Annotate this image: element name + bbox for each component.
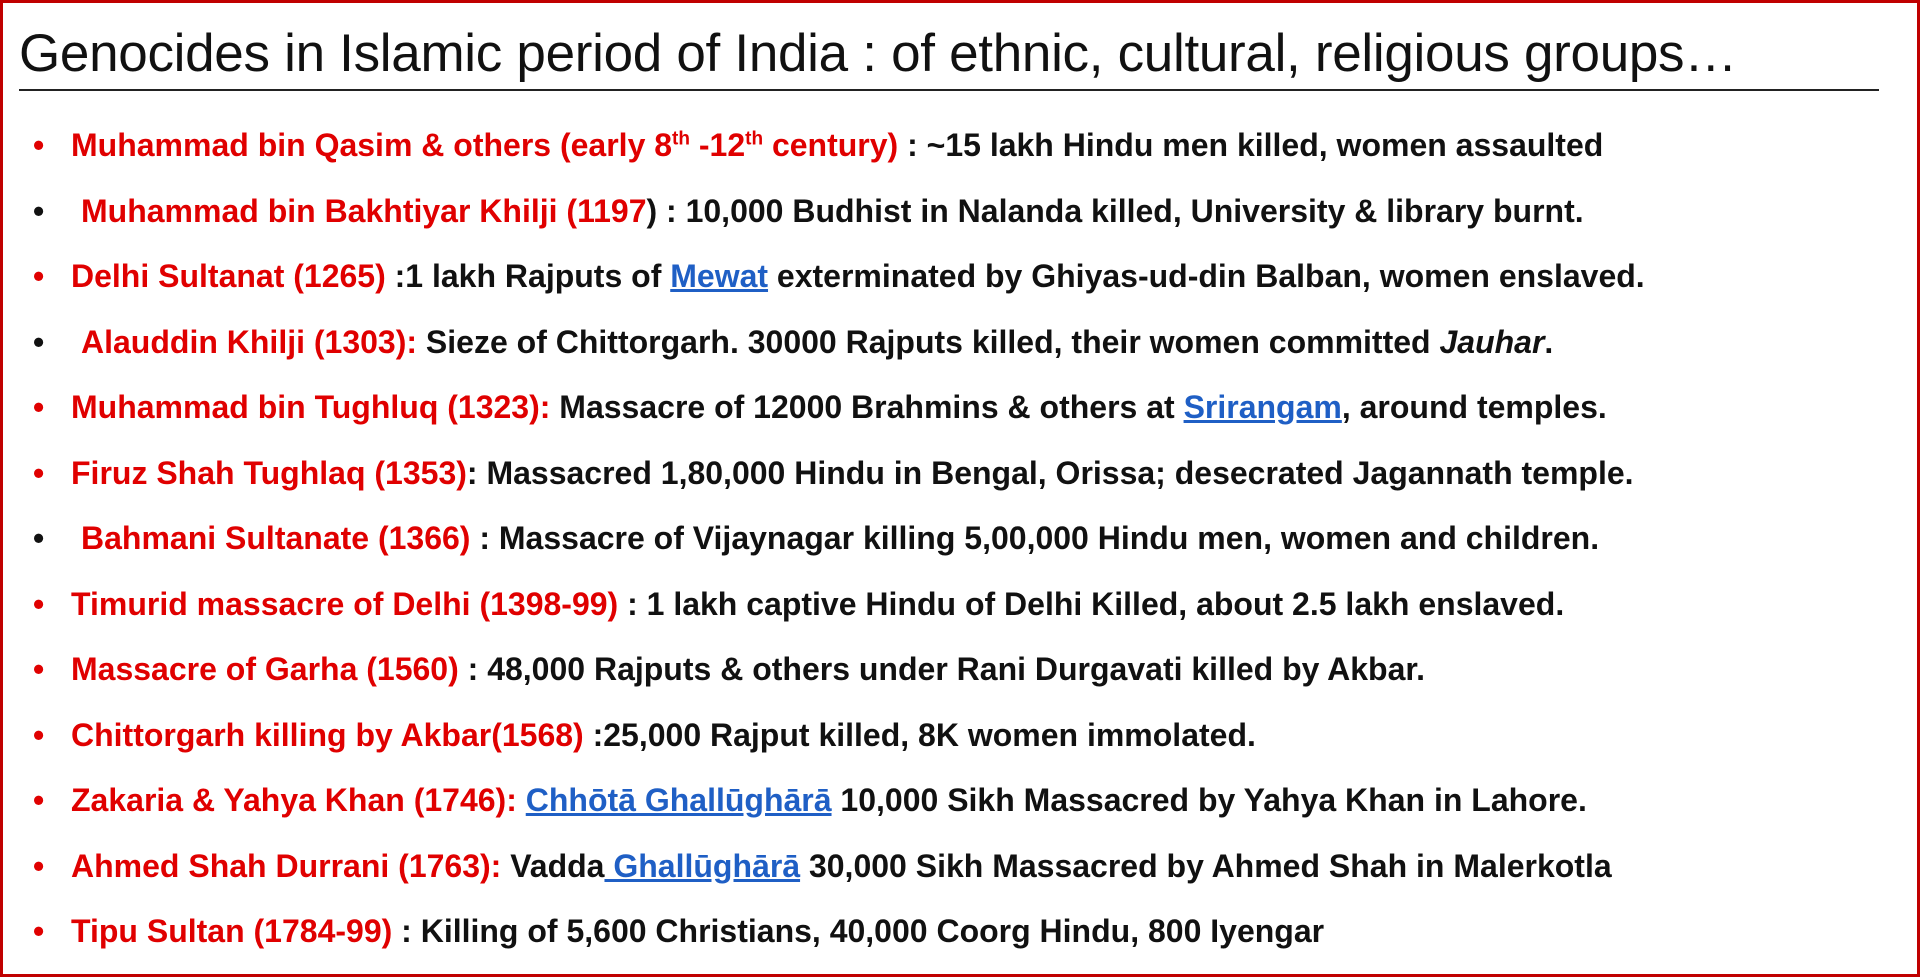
item-heading: Delhi Sultanat (1265) <box>71 258 386 294</box>
list-item <box>33 187 1645 253</box>
list-item <box>33 121 1645 187</box>
item-description-tail: 10,000 Sikh Massacred by Yahya Khan in Lahore. <box>831 782 1587 818</box>
slide-title: Genocides in Islamic period of India : of ethnic, cultural, religious groups… <box>19 24 1737 83</box>
item-description: Massacre of 12000 Brahmins & others at <box>550 389 1184 425</box>
bullet-icon: • <box>33 520 45 556</box>
bullet-icon: • <box>33 716 45 753</box>
bullet-icon: • <box>33 389 45 425</box>
item-description: : 48,000 Rajputs & others under Rani Durgavati killed by Akbar. <box>458 651 1425 687</box>
item-description: : Massacred 1,80,000 Hindu in Bengal, Orissa; desecrated Jagannath temple. <box>466 454 1634 491</box>
item-heading: Zakaria & Yahya Khan (1746): <box>71 782 517 818</box>
list-item <box>33 645 1645 711</box>
mewat-link[interactable]: Mewat <box>670 258 769 294</box>
item-heading: Ahmed Shah Durrani (1763): <box>71 847 502 884</box>
item-description: : 1 lakh captive Hindu of Delhi Killed, about 2.5 lakh enslaved. <box>618 585 1565 622</box>
item-heading: Firuz Shah Tughlaq (1353) <box>71 454 467 491</box>
item-description: Vadda <box>501 847 605 884</box>
list-item <box>33 580 1645 646</box>
item-description: : Massacre of Vijaynagar killing 5,00,000 Hindu men, women and children. <box>470 520 1600 556</box>
item-heading: Muhammad bin Bakhtiyar Khilji (1197 <box>81 192 647 229</box>
bullet-icon: • <box>33 323 45 360</box>
list-item <box>33 776 1645 842</box>
item-heading: Chittorgarh killing by Akbar(1568) <box>71 716 584 753</box>
list-item <box>33 514 1645 580</box>
bullet-icon: • <box>33 258 45 294</box>
item-description: : Killing of 5,600 Christians, 40,000 Coorg Hindu, 800 Iyengar <box>392 913 1325 949</box>
item-description-tail: . <box>1544 323 1554 360</box>
srirangam-link[interactable]: Srirangam <box>1183 389 1342 425</box>
list-item <box>33 252 1645 318</box>
item-description: : ~15 lakh Hindu men killed, women assaulted <box>898 127 1604 163</box>
list-item <box>33 383 1645 449</box>
item-description-tail: , around temples. <box>1341 389 1607 425</box>
item-description <box>517 782 526 818</box>
item-heading: Tipu Sultan (1784-99) <box>71 913 393 949</box>
item-heading-end: ) <box>646 192 658 229</box>
item-heading: Timurid massacre of Delhi (1398-99) <box>71 585 619 622</box>
item-description: Sieze of Chittorgarh. 30000 Rajputs killed, their women committed <box>417 323 1440 360</box>
ghallughara-link[interactable]: Ghallūghārā <box>604 847 801 884</box>
list-item <box>33 711 1645 777</box>
item-heading: Muhammad bin Tughluq (1323): <box>71 389 551 425</box>
bullet-icon: • <box>33 192 45 229</box>
item-heading: Massacre of Garha (1560) <box>71 651 459 687</box>
item-description: :25,000 Rajput killed, 8K women immolated. <box>583 716 1256 753</box>
bullet-icon: • <box>33 127 45 163</box>
bullet-icon: • <box>33 782 45 818</box>
bullet-icon: • <box>33 847 45 884</box>
item-description: :1 lakh Rajputs of <box>385 258 671 294</box>
bullet-icon: • <box>33 454 45 491</box>
list-item <box>33 318 1645 384</box>
item-heading: Muhammad bin Qasim & others (early 8th -12th century) <box>71 127 899 163</box>
item-description-tail: exterminated by Ghiyas-ud-din Balban, women enslaved. <box>768 258 1645 294</box>
item-description: : 10,000 Budhist in Nalanda killed, University & library burnt. <box>657 192 1584 229</box>
item-heading: Bahmani Sultanate (1366) <box>81 520 471 556</box>
chhota-ghallughara-link[interactable]: Chhōtā Ghallūghārā <box>525 782 832 818</box>
list-item <box>33 449 1645 515</box>
list-item <box>33 842 1645 908</box>
item-description-tail: 30,000 Sikh Massacred by Ahmed Shah in Malerkotla <box>800 847 1612 884</box>
bullet-icon: • <box>33 651 45 687</box>
title-underline <box>19 89 1879 91</box>
item-heading: Alauddin Khilji (1303): <box>81 323 418 360</box>
item-emphasis: Jauhar <box>1439 323 1545 360</box>
genocide-list <box>33 121 1645 973</box>
list-item <box>33 907 1645 973</box>
bullet-icon: • <box>33 913 45 949</box>
bullet-icon: • <box>33 585 45 622</box>
